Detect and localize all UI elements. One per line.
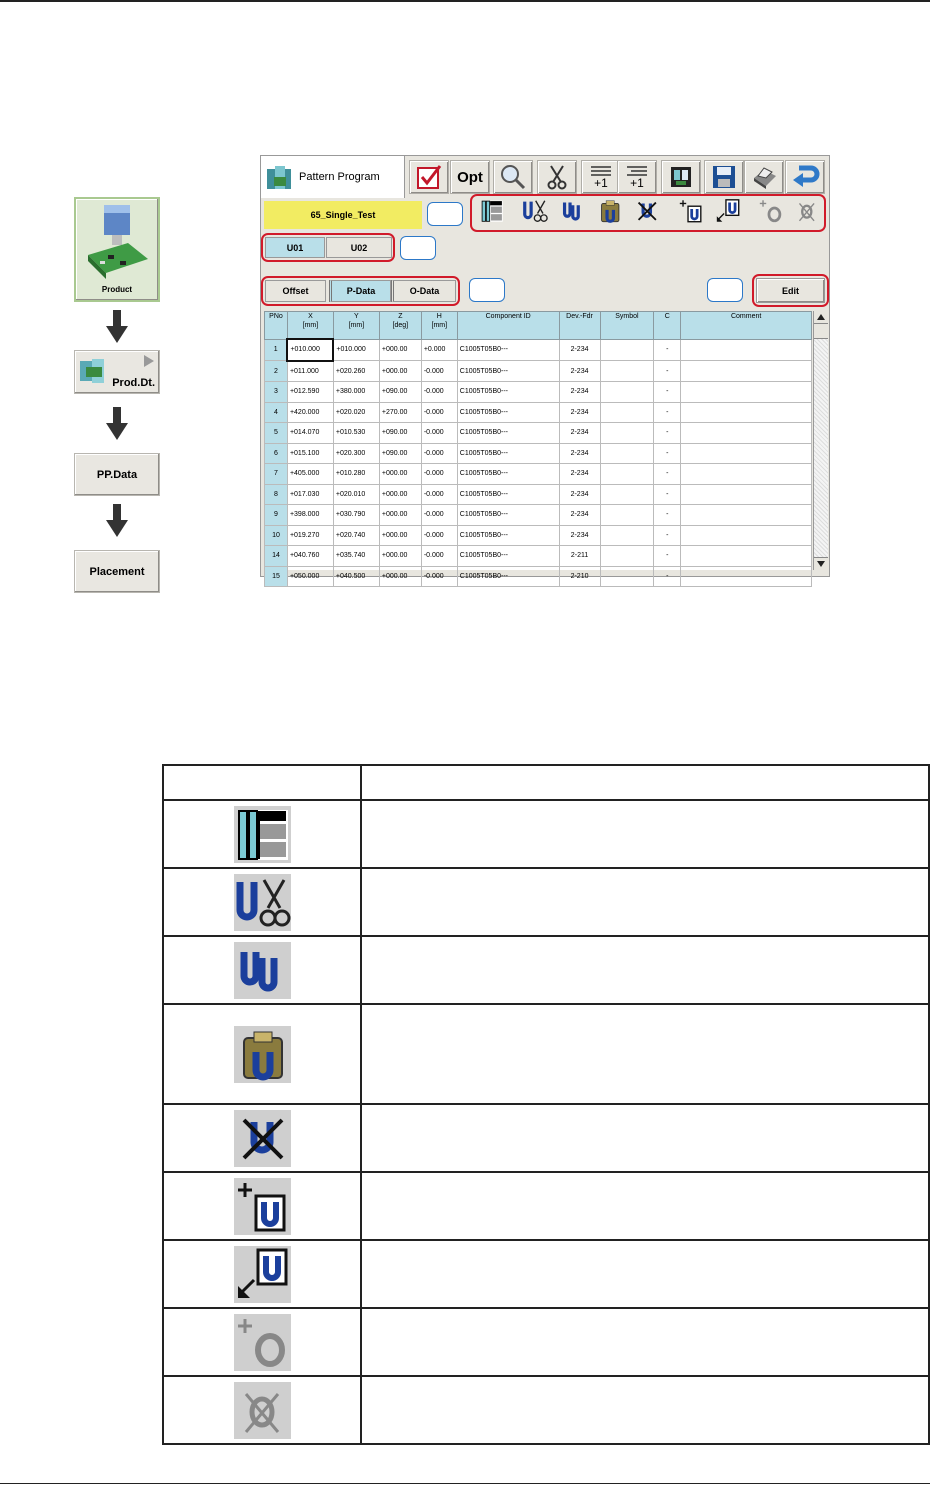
table-cell[interactable]: 2-234 (559, 382, 600, 403)
tab-o-data-label: O-Data (409, 286, 440, 296)
save-button[interactable] (704, 160, 744, 194)
column-header-name: Z (398, 313, 403, 320)
table-cell[interactable]: 3 (265, 382, 288, 403)
pattern-program-window (260, 155, 830, 580)
table-cell[interactable]: +020.300 (333, 443, 379, 464)
table-cell[interactable]: 2-234 (559, 505, 600, 526)
table-cell[interactable]: +020.740 (333, 525, 379, 546)
table-cell[interactable]: 2-234 (559, 402, 600, 423)
flow-arrow-2 (106, 407, 128, 441)
unit-tab-u01-label: U01 (286, 242, 304, 253)
table-cell[interactable]: -0.000 (421, 525, 457, 546)
table-cell[interactable]: +000.00 (379, 464, 421, 485)
table-cell[interactable] (681, 566, 812, 587)
table-cell[interactable]: C1005T05B0--- (457, 525, 559, 546)
table-cell[interactable]: - (654, 525, 681, 546)
column-header[interactable] (559, 312, 600, 340)
legend-description (361, 1104, 929, 1172)
grid-header-row (265, 312, 812, 340)
search-button[interactable] (493, 160, 533, 194)
plus-one-label-a: +1 (594, 176, 608, 190)
offset-add-icon (758, 198, 784, 224)
product-button[interactable] (74, 197, 160, 302)
table-cell[interactable]: 15 (265, 566, 288, 587)
opt-button[interactable] (450, 160, 490, 194)
table-cell[interactable] (681, 546, 812, 567)
table-cell[interactable] (600, 361, 654, 382)
table-cell[interactable]: - (654, 339, 681, 361)
table-cell[interactable]: +380.000 (333, 382, 379, 403)
table-cell[interactable] (681, 361, 812, 382)
table-cell[interactable]: +020.260 (333, 361, 379, 382)
table-cell[interactable]: 8 (265, 484, 288, 505)
table-cell[interactable]: 2 (265, 361, 288, 382)
table-cell[interactable]: C1005T05B0--- (457, 361, 559, 382)
check-button[interactable] (409, 160, 449, 194)
table-row[interactable] (265, 402, 812, 423)
table-cell[interactable]: +000.00 (379, 484, 421, 505)
column-header[interactable] (265, 312, 288, 340)
column-header-name: PNo (269, 313, 283, 320)
pp-data-label: PP.Data (96, 468, 138, 481)
unit-layout-icon (480, 199, 504, 223)
offset-delete-icon (794, 198, 820, 224)
table-cell[interactable]: - (654, 546, 681, 567)
unit-copy-icon (560, 198, 586, 224)
edit-label: Edit (782, 285, 799, 296)
table-cell[interactable]: +000.00 (379, 546, 421, 567)
unit-insert-icon (715, 198, 741, 224)
play-triangle-icon (143, 355, 155, 367)
table-row[interactable] (265, 361, 812, 382)
table-cell[interactable]: +010.530 (333, 423, 379, 444)
table-cell[interactable]: - (654, 402, 681, 423)
offset-add-icon (234, 1314, 291, 1371)
table-cell[interactable] (681, 443, 812, 464)
column-header-unit: [mm] (431, 322, 448, 329)
floppy-disk-icon (711, 164, 737, 190)
unit-paste-icon (597, 198, 623, 224)
table-cell[interactable]: C1005T05B0--- (457, 443, 559, 464)
column-header[interactable] (379, 312, 421, 340)
table-cell[interactable]: +040.760 (287, 546, 333, 567)
table-cell[interactable]: 14 (265, 546, 288, 567)
column-header-name: X (308, 313, 313, 320)
table-cell[interactable] (681, 402, 812, 423)
table-cell[interactable]: -0.000 (421, 402, 457, 423)
arrow-up-icon (817, 314, 825, 320)
table-cell[interactable]: +398.000 (287, 505, 333, 526)
table-cell[interactable]: +015.100 (287, 443, 333, 464)
table-cell[interactable]: -0.000 (421, 423, 457, 444)
unit-tab-u01[interactable] (265, 237, 325, 258)
table-cell[interactable]: C1005T05B0--- (457, 566, 559, 587)
table-cell[interactable]: +014.070 (287, 423, 333, 444)
unit-tab-u02[interactable] (326, 237, 392, 258)
top-rule (0, 0, 930, 2)
tab-offset-label: Offset (282, 286, 309, 296)
return-arrow-icon (791, 164, 819, 190)
table-cell[interactable]: 2-234 (559, 484, 600, 505)
offset-delete-icon (234, 1382, 291, 1439)
table-cell[interactable]: +035.740 (333, 546, 379, 567)
table-cell[interactable]: - (654, 464, 681, 485)
table-cell[interactable] (600, 382, 654, 403)
flow-arrow-3 (106, 504, 128, 538)
table-cell[interactable]: +040.500 (333, 566, 379, 587)
table-cell[interactable] (681, 423, 812, 444)
prod-dt-button[interactable] (74, 350, 160, 394)
back-button[interactable] (785, 160, 825, 194)
column-header-name: Y (354, 313, 359, 320)
table-cell[interactable]: -0.000 (421, 361, 457, 382)
column-header-unit: [mm] (348, 322, 365, 329)
legend-row (163, 868, 929, 936)
table-cell[interactable] (600, 339, 654, 361)
table-cell[interactable] (600, 484, 654, 505)
legend-description (361, 868, 929, 936)
legend-row (163, 1004, 929, 1104)
unit-layout-button[interactable] (476, 196, 508, 226)
placement-button[interactable] (74, 550, 160, 593)
table-cell[interactable]: 2-234 (559, 423, 600, 444)
legend-description (361, 936, 929, 1004)
legend-row (163, 1308, 929, 1376)
column-header[interactable] (421, 312, 457, 340)
opt-label: Opt (457, 168, 483, 186)
table-cell[interactable]: -0.000 (421, 505, 457, 526)
legend-description (361, 1376, 929, 1444)
table-cell[interactable]: 5 (265, 423, 288, 444)
offset-delete-button[interactable] (791, 196, 823, 226)
table-cell[interactable] (600, 443, 654, 464)
legend-row (163, 1172, 929, 1240)
column-header-name: H (436, 313, 442, 320)
table-cell[interactable]: +011.000 (287, 361, 333, 382)
pp-data-button[interactable] (74, 453, 160, 496)
tab-o-data[interactable] (391, 280, 456, 302)
table-cell[interactable]: +050.000 (287, 566, 333, 587)
unit-copy-icon (234, 942, 291, 999)
table-cell[interactable]: 9 (265, 505, 288, 526)
table-row[interactable] (265, 339, 812, 361)
callout-box-1 (427, 202, 463, 226)
table-cell[interactable]: C1005T05B0--- (457, 505, 559, 526)
table-cell[interactable]: - (654, 505, 681, 526)
table-cell[interactable]: 2-234 (559, 464, 600, 485)
title-tab (261, 156, 405, 198)
table-row[interactable] (265, 423, 812, 444)
column-header-name: Symbol (615, 313, 639, 320)
table-cell[interactable]: - (654, 566, 681, 587)
product-machine-icon (82, 203, 152, 281)
unit-delete-icon (234, 1110, 291, 1167)
prod-dt-label: Prod.Dt. (112, 377, 155, 389)
table-cell[interactable]: 2-234 (559, 361, 600, 382)
table-cell[interactable]: +020.020 (333, 402, 379, 423)
table-cell[interactable]: +010.000 (333, 339, 379, 361)
product-label: Product (101, 285, 133, 294)
column-header[interactable] (333, 312, 379, 340)
table-cell[interactable]: 4 (265, 402, 288, 423)
table-cell[interactable]: +010.000 (287, 339, 333, 361)
offset-add-button[interactable] (755, 196, 787, 226)
table-cell[interactable] (600, 423, 654, 444)
unit-add-icon (678, 198, 704, 224)
table-row[interactable] (265, 464, 812, 485)
scroll-down-arrow[interactable] (814, 557, 828, 570)
table-row[interactable] (265, 566, 812, 587)
table-cell[interactable]: - (654, 484, 681, 505)
table-row[interactable] (265, 382, 812, 403)
table-cell[interactable] (681, 525, 812, 546)
legend-description (361, 800, 929, 868)
cut-button[interactable] (537, 160, 577, 194)
table-cell[interactable]: C1005T05B0--- (457, 382, 559, 403)
table-cell[interactable]: 2-211 (559, 546, 600, 567)
tab-p-data[interactable] (329, 280, 391, 302)
legend-header-description (361, 765, 929, 800)
callout-box-3 (469, 278, 505, 302)
legend-header-icon (163, 765, 361, 800)
table-cell[interactable]: C1005T05B0--- (457, 484, 559, 505)
unit-insert-icon (234, 1246, 291, 1303)
table-cell[interactable]: C1005T05B0--- (457, 464, 559, 485)
table-row[interactable] (265, 484, 812, 505)
table-cell[interactable]: 10 (265, 525, 288, 546)
table-cell[interactable]: C1005T05B0--- (457, 402, 559, 423)
line-plus-one-button-b[interactable] (617, 160, 657, 194)
table-cell[interactable]: +000.00 (379, 361, 421, 382)
table-cell[interactable] (600, 464, 654, 485)
table-cell[interactable]: 2-234 (559, 525, 600, 546)
column-header-unit: [deg] (392, 322, 409, 329)
unit-layout-icon (234, 806, 291, 863)
table-cell[interactable]: +000.00 (379, 566, 421, 587)
column-header-unit: [mm] (302, 322, 319, 329)
table-cell[interactable] (600, 566, 654, 587)
prod-dt-icon (78, 357, 108, 385)
table-cell[interactable] (600, 546, 654, 567)
table-cell[interactable]: - (654, 382, 681, 403)
board-button[interactable] (661, 160, 701, 194)
table-cell[interactable]: +000.00 (379, 339, 421, 361)
table-cell[interactable]: -0.000 (421, 443, 457, 464)
table-cell[interactable] (681, 339, 812, 361)
legend-description (361, 1172, 929, 1240)
vertical-scrollbar[interactable] (813, 311, 828, 570)
table-cell[interactable]: - (654, 361, 681, 382)
table-row[interactable] (265, 546, 812, 567)
callout-box-4 (707, 278, 743, 302)
column-header[interactable] (457, 312, 559, 340)
column-header-name: C (664, 313, 670, 320)
table-cell[interactable]: +405.000 (287, 464, 333, 485)
table-row[interactable] (265, 505, 812, 526)
callout-box-2 (400, 236, 436, 260)
scroll-up-arrow[interactable] (814, 311, 828, 324)
column-header-name: Comment (730, 313, 762, 320)
table-cell[interactable]: 6 (265, 443, 288, 464)
table-cell[interactable]: +090.00 (379, 382, 421, 403)
table-cell[interactable] (681, 464, 812, 485)
table-cell[interactable]: +000.00 (379, 505, 421, 526)
check-icon (416, 164, 442, 190)
edit-button[interactable] (756, 278, 825, 303)
scroll-thumb[interactable] (814, 324, 828, 339)
legend-header-row (163, 765, 929, 800)
legend-row (163, 1240, 929, 1308)
table-cell[interactable]: +017.030 (287, 484, 333, 505)
unit-paste-icon (234, 1026, 291, 1083)
table-cell[interactable] (681, 505, 812, 526)
program-name: 65_Single_Test (310, 210, 376, 220)
icon-legend-table (162, 764, 930, 1445)
legend-row (163, 1104, 929, 1172)
tab-p-data-label: P-Data (346, 286, 376, 296)
table-cell[interactable]: +270.00 (379, 402, 421, 423)
window-title: Pattern Program (299, 171, 380, 183)
table-cell[interactable]: -0.000 (421, 382, 457, 403)
table-cell[interactable]: 2-234 (559, 443, 600, 464)
unit-copy-button[interactable] (557, 196, 589, 226)
table-cell[interactable]: +090.00 (379, 423, 421, 444)
legend-row (163, 800, 929, 868)
table-cell[interactable]: 2-234 (559, 339, 600, 361)
table-cell[interactable] (681, 382, 812, 403)
table-cell[interactable] (600, 402, 654, 423)
bottom-rule (0, 1483, 930, 1484)
table-cell[interactable]: - (654, 423, 681, 444)
column-header[interactable] (287, 312, 333, 340)
table-cell[interactable]: +012.590 (287, 382, 333, 403)
print-button[interactable] (744, 160, 784, 194)
column-header[interactable] (654, 312, 681, 340)
table-cell[interactable]: 1 (265, 339, 288, 361)
unit-tab-u02-label: U02 (350, 242, 368, 253)
table-cell[interactable]: C1005T05B0--- (457, 423, 559, 444)
placement-data-grid[interactable] (264, 311, 812, 580)
table-cell[interactable]: 7 (265, 464, 288, 485)
legend-row (163, 1376, 929, 1444)
line-plus-one-button-a[interactable] (581, 160, 621, 194)
table-cell[interactable]: -0.000 (421, 484, 457, 505)
unit-delete-button[interactable] (631, 196, 663, 226)
board-icon (668, 164, 694, 190)
unit-cut-icon (522, 198, 548, 224)
table-cell[interactable]: +0.000 (421, 339, 457, 361)
unit-insert-button[interactable] (712, 196, 744, 226)
table-cell[interactable]: +000.00 (379, 525, 421, 546)
arrow-down-icon (817, 561, 825, 567)
table-cell[interactable]: C1005T05B0--- (457, 339, 559, 361)
legend-description (361, 1004, 929, 1104)
flow-arrow-1 (106, 310, 128, 344)
placement-label: Placement (89, 565, 145, 578)
legend-description (361, 1308, 929, 1376)
unit-delete-icon (634, 198, 660, 224)
unit-cut-button[interactable] (519, 196, 551, 226)
table-cell[interactable]: -0.000 (421, 566, 457, 587)
column-header[interactable] (600, 312, 654, 340)
table-cell[interactable]: +090.00 (379, 443, 421, 464)
printer-icon (750, 164, 778, 190)
unit-add-button[interactable] (675, 196, 707, 226)
unit-paste-button[interactable] (594, 196, 626, 226)
table-cell[interactable] (681, 484, 812, 505)
pattern-program-icon (265, 163, 293, 191)
table-cell[interactable]: C1005T05B0--- (457, 546, 559, 567)
table-row[interactable] (265, 443, 812, 464)
table-cell[interactable]: +010.280 (333, 464, 379, 485)
scissors-icon (546, 164, 568, 190)
unit-add-icon (234, 1178, 291, 1235)
plus-one-label-b: +1 (630, 176, 644, 190)
unit-cut-icon (234, 874, 291, 931)
table-cell[interactable]: +030.790 (333, 505, 379, 526)
table-cell[interactable]: +420.000 (287, 402, 333, 423)
table-cell[interactable]: - (654, 443, 681, 464)
legend-row (163, 936, 929, 1004)
table-cell[interactable]: +020.010 (333, 484, 379, 505)
table-cell[interactable]: -0.000 (421, 464, 457, 485)
table-cell[interactable]: -0.000 (421, 546, 457, 567)
table-cell[interactable]: +019.270 (287, 525, 333, 546)
tab-offset[interactable] (265, 280, 326, 302)
search-icon (500, 164, 526, 190)
legend-description (361, 1240, 929, 1308)
table-row[interactable] (265, 525, 812, 546)
column-header-name: Component ID (485, 313, 531, 320)
column-header[interactable] (681, 312, 812, 340)
table-cell[interactable] (600, 505, 654, 526)
column-header-name: Dev.-Fdr (566, 313, 593, 320)
table-cell[interactable]: 2-210 (559, 566, 600, 587)
table-cell[interactable] (600, 525, 654, 546)
program-name-field[interactable] (264, 201, 422, 229)
